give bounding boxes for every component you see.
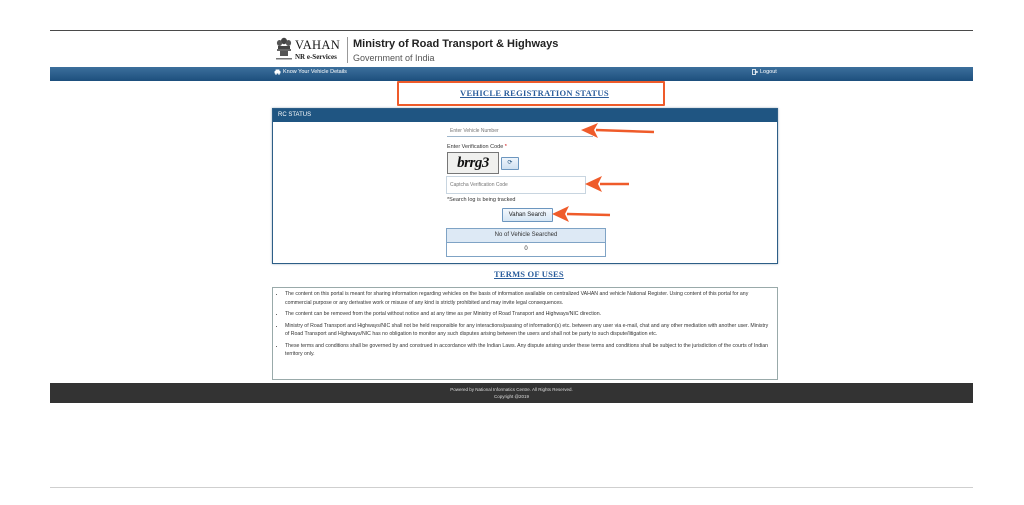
know-vehicle-details-label: Know Your Vehicle Details (283, 69, 347, 75)
page-title: VEHICLE REGISTRATION STATUS (460, 88, 609, 98)
national-emblem-icon (275, 36, 293, 62)
arrow-pointer-icon (584, 175, 630, 193)
list-item: • These terms and conditions shall be governed by and construed in accordance with the Indian Laws. Any dispute arising under these terms and conditions shall be subject to the jurisdiction of the courts of Indian territory only. (285, 342, 771, 359)
bottom-divider (50, 487, 973, 488)
count-value: 0 (524, 246, 528, 252)
ministry-title: Ministry of Road Transport & Highways (353, 38, 559, 50)
search-tracked-note: *Search log is being tracked (447, 197, 516, 203)
list-item: • The content can be removed from the portal without notice and at any time as per Ministry of Road Transport and Highways/NIC direction. (285, 310, 771, 319)
arrow-pointer-icon (551, 205, 611, 223)
know-vehicle-details-link[interactable] (274, 69, 347, 75)
captcha-image: brrg3 (447, 152, 499, 174)
verification-code-label (447, 144, 507, 150)
vehicle-search-count-table (446, 228, 606, 257)
arrow-pointer-icon (580, 122, 655, 140)
logout-link[interactable] (752, 69, 777, 75)
logout-icon (752, 69, 758, 75)
terms-list (277, 290, 771, 359)
vahan-search-button[interactable]: Vahan Search (502, 208, 553, 222)
car-icon (274, 69, 281, 75)
site-header (270, 34, 670, 66)
brand-subtitle: NR e-Services (295, 53, 337, 61)
verification-code-text: Enter Verification Code (447, 144, 504, 150)
list-item: • Ministry of Road Transport and Highways/NIC shall not be held responsible for any interactions/passing of information(s) etc. between any user via e-mail, chat and any other mediation with another user. Ministry of Road Transport and Highways/NIC has no obligation to monitor any such disputes arising between the users and shall not be party to such dispute/litigation etc. (285, 322, 771, 339)
refresh-icon: ⟳ (507, 160, 513, 166)
required-mark: * (504, 144, 507, 150)
count-header: No of Vehicle Searched (447, 229, 605, 243)
footer-copyright: Copyright @2019 (493, 394, 530, 399)
site-footer (50, 383, 973, 403)
title-highlight-box (397, 81, 665, 106)
brand-name: VAHAN (295, 38, 341, 52)
top-divider (50, 30, 973, 31)
logout-label: Logout (760, 69, 777, 75)
government-subtitle: Government of India (353, 53, 435, 63)
vehicle-number-input[interactable] (447, 126, 593, 137)
rc-status-heading: RC STATUS (273, 109, 777, 122)
list-item: • The content on this portal is meant for sharing information regarding vehicles on the basis of information available on centralized VAHAN and vehicle National Register. Using content of this portal for any commercial purpose or any derivative work or misuse of any kind is strictly prohibited and may invite legal consequences. (285, 290, 771, 307)
header-divider (347, 37, 348, 63)
terms-box (272, 287, 778, 380)
navigation-bar (50, 67, 973, 81)
terms-title: TERMS OF USES (494, 269, 564, 279)
refresh-captcha-button[interactable] (501, 157, 519, 170)
footer-powered-by: Powered by National Informatics Centre. All Rights Reserved. (450, 387, 573, 392)
captcha-code-input[interactable] (446, 176, 586, 194)
